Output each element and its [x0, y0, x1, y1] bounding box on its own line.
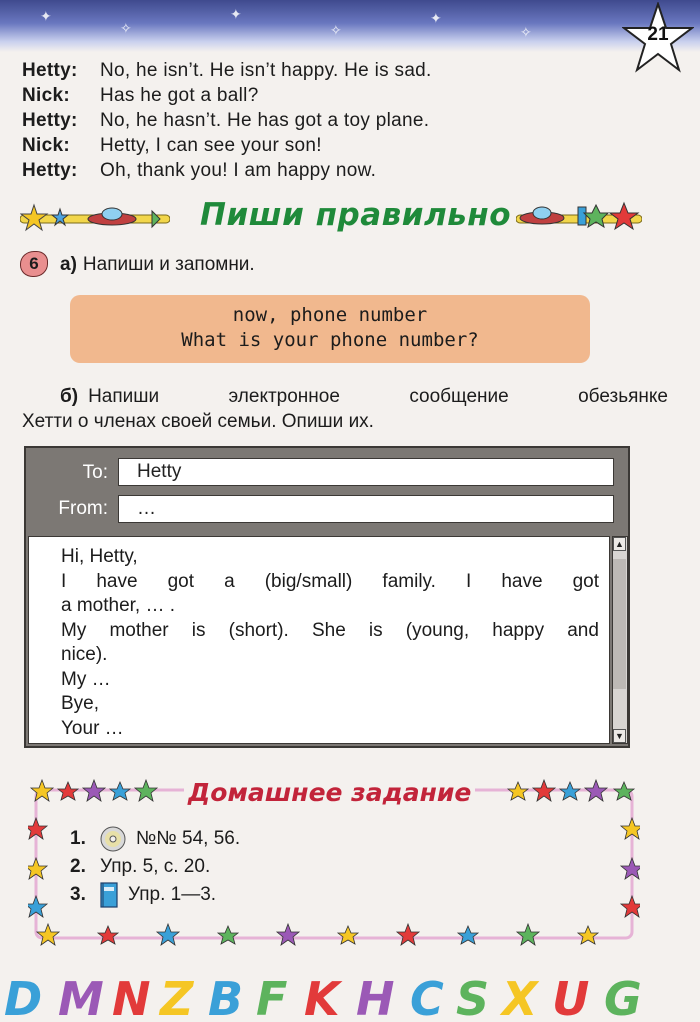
word: mother [109, 619, 169, 641]
speaker: Hetty: [22, 109, 78, 131]
vocabulary-line: What is your phone number? [181, 329, 479, 351]
decor-letter-icon: F [256, 972, 288, 1022]
instruction-line: Хетти о членах своей семьи. Опиши их. [22, 411, 374, 432]
decorative-stars-ufo-icon [20, 203, 170, 233]
email-scrollbar[interactable] [612, 536, 628, 744]
page-number: 21 [647, 24, 669, 45]
from-field[interactable]: … [118, 495, 614, 523]
email-line: Hi, Hetty, [61, 546, 138, 567]
sparkle-icon: ✧ [330, 22, 342, 38]
decor-letter-icon: B [208, 972, 244, 1022]
dialogue-line [22, 83, 662, 108]
word: got [167, 570, 195, 592]
word: (short). [228, 619, 289, 641]
dialogue-line [22, 158, 662, 183]
email-window [24, 446, 630, 748]
sparkle-icon: ✦ [430, 10, 442, 26]
cd-disc-icon [100, 826, 126, 852]
email-line: a mother, … . [61, 595, 176, 616]
instruction-word: Напиши [88, 386, 160, 407]
decor-letter-icon: S [456, 972, 490, 1022]
decor-letter-icon: X [502, 972, 538, 1022]
decor-letter-icon: C [410, 972, 444, 1022]
decor-letter-icon: G [604, 972, 642, 1022]
item-number: 1. [70, 828, 86, 849]
dialogue-text: Oh, thank you! I am happy now. [100, 159, 377, 181]
homework-item [70, 882, 216, 908]
sparkle-icon: ✦ [40, 8, 52, 24]
dialogue-line [22, 108, 662, 133]
email-body[interactable] [28, 536, 610, 744]
scroll-down-icon[interactable]: ▼ [613, 729, 626, 743]
email-line: My … [61, 668, 111, 690]
email-line [61, 619, 599, 644]
email-line: nice). [61, 644, 108, 665]
speaker: Nick: [22, 84, 70, 106]
word: is [191, 619, 206, 641]
decor-letter-icon: U [552, 972, 590, 1022]
workbook-icon [100, 882, 118, 908]
word: I [61, 570, 67, 592]
decor-letter-icon: M [58, 972, 104, 1022]
sparkle-icon: ✧ [520, 24, 532, 40]
speaker: Hetty: [22, 159, 78, 181]
to-field[interactable]: Hetty [118, 458, 614, 486]
section-header [20, 197, 642, 237]
item-text: №№ 54, 56. [136, 828, 241, 849]
instruction-text: Напиши и запомни. [82, 254, 255, 275]
sparkle-icon: ✦ [230, 6, 242, 22]
word: a [224, 570, 235, 592]
scrollbar-thumb[interactable] [613, 559, 626, 689]
to-label: To: [82, 462, 108, 483]
word: have [96, 570, 138, 592]
dialogue-text: No, he hasn’t. He has got a toy plane. [100, 109, 430, 131]
dialogue-text: Hetty, I can see your son! [100, 134, 322, 156]
word: have [501, 570, 543, 592]
dialogue-line [22, 133, 662, 158]
word: family. [382, 570, 436, 592]
word: happy [492, 619, 545, 641]
homework-panel [28, 778, 640, 948]
decor-letter-icon: H [356, 972, 395, 1022]
item-text: Упр. 1—3. [128, 884, 217, 905]
word: and [567, 619, 599, 641]
instruction-word: сообщение [409, 386, 509, 407]
decor-letter-icon: D [4, 972, 43, 1022]
part-marker: б) [60, 386, 79, 407]
word: I [465, 570, 472, 592]
vocabulary-box [70, 295, 590, 363]
word: (young, [405, 619, 470, 641]
part-marker: а) [60, 254, 77, 275]
email-line [61, 570, 599, 595]
email-line: Your … [61, 717, 124, 739]
dialogue-text: No, he isn’t. He isn’t happy. He is sad. [100, 59, 432, 81]
word: (big/small) [264, 570, 353, 592]
sparkle-icon: ✧ [120, 20, 132, 36]
decor-letter-icon: Z [160, 972, 194, 1022]
instruction-line [22, 384, 668, 409]
dialogue [22, 58, 662, 183]
decor-letter-icon: N [112, 972, 151, 1022]
word: She [311, 619, 346, 641]
alphabet-letters-decoration [0, 968, 700, 1022]
homework-item [70, 826, 240, 852]
vocabulary-line: now, phone number [232, 304, 428, 326]
top-starry-band [0, 0, 700, 52]
from-label: From: [58, 498, 108, 519]
exercise-number-badge: 6 [20, 251, 48, 277]
item-number: 2. [70, 856, 86, 877]
item-number: 3. [70, 884, 86, 905]
word: is [368, 619, 383, 641]
homework-title: Домашнее задание [184, 778, 475, 807]
exercise-part-a [60, 254, 255, 276]
speaker: Nick: [22, 134, 70, 156]
instruction-word: обезьянке [578, 386, 668, 407]
word: My [61, 619, 87, 641]
instruction-word: электронное [228, 386, 340, 407]
exercise-part-b [22, 384, 668, 434]
decor-letter-icon: K [304, 972, 340, 1022]
word: got [572, 570, 599, 592]
decorative-ufo-stars-icon [516, 201, 642, 233]
homework-item [70, 854, 210, 880]
section-title: Пиши правильно [200, 197, 511, 233]
item-text: Упр. 5, с. 20. [100, 856, 211, 877]
dialogue-line [22, 58, 662, 83]
scroll-up-icon[interactable]: ▲ [613, 537, 626, 551]
email-line: Bye, [61, 693, 100, 714]
speaker: Hetty: [22, 59, 78, 81]
dialogue-text: Has he got a ball? [100, 84, 259, 106]
